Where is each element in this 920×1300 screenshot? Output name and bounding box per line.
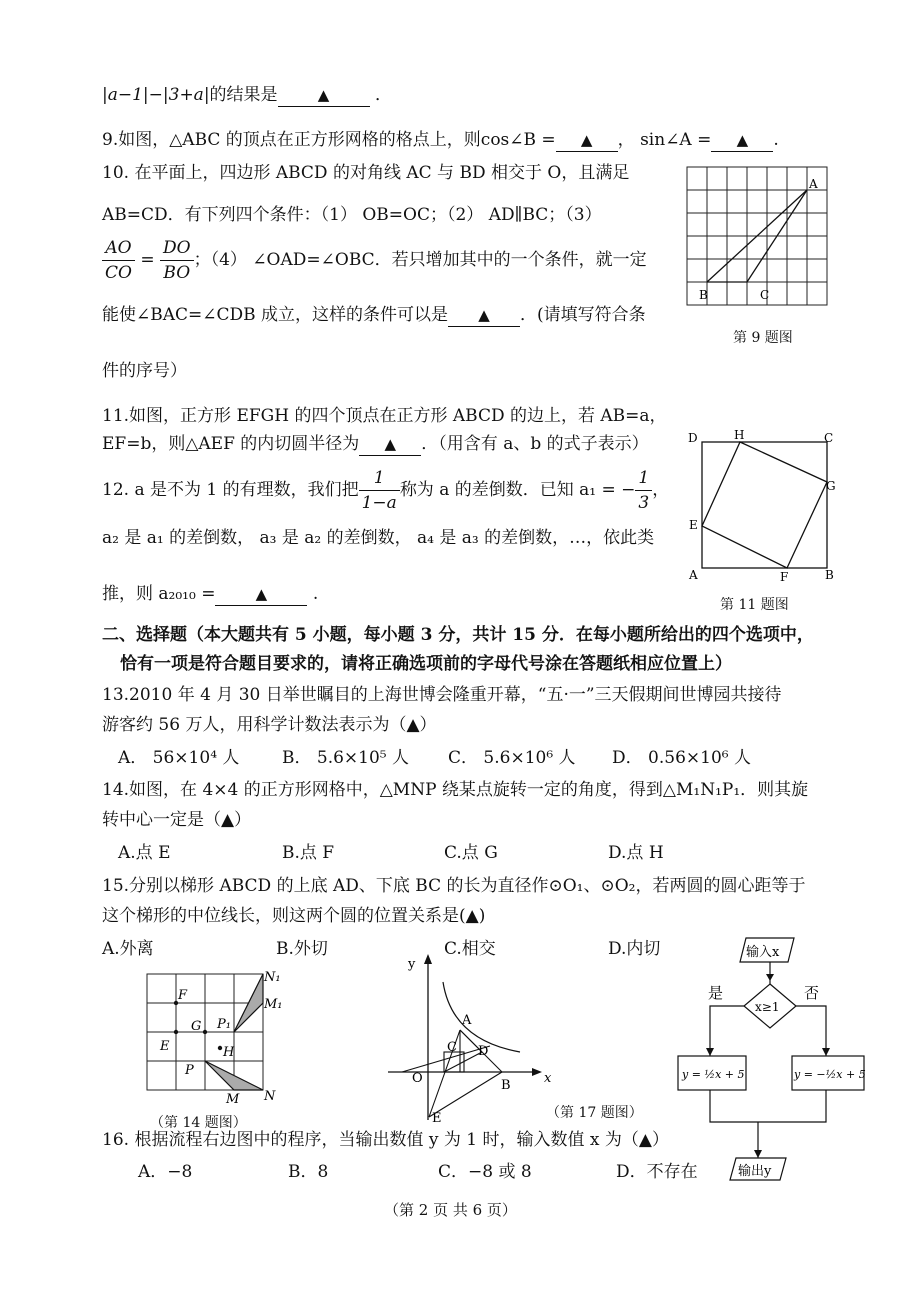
fig11-label: D [688,431,698,445]
fig9-label-b: B [699,288,708,302]
q14-option[interactable]: B.点 F [282,843,335,863]
q12-mid: 称为 a 的差倒数．已知 a₁ = − [399,480,636,500]
q10-line5: 件的序号） [102,361,187,381]
frac-numerator: DO [160,236,194,261]
frac-denominator: 1−a [361,493,397,513]
fig9-caption: 第 9 题图 [733,330,793,346]
q16-option[interactable]: A．−8 [138,1162,193,1182]
q16-option[interactable]: B．8 [288,1162,329,1182]
fig14-label: F [178,988,188,1003]
fig14-label: M [226,1092,240,1106]
q16-line1: 16. 根据流程右边图中的程序，当输出数值 y 为 1 时，输入数值 x 为（▲） [102,1130,669,1150]
q8-blank[interactable] [278,84,370,107]
q9-blank-sin[interactable] [711,129,773,152]
fig14-label: P [185,1063,194,1078]
flow-right-text: y = −½x + 5 [794,1068,866,1081]
fig17-caption: （第 17 题图） [546,1105,643,1121]
q11-line2-text: EF=b，则△AEF 的内切圆半径为 [102,434,360,454]
q8-text: 的结果是 [209,85,278,105]
flowchart [676,932,872,1186]
fig17-label: y [408,957,416,972]
q12-end: ， [652,480,670,500]
q12-blank[interactable] [215,583,307,606]
fig11-label: C [824,431,834,445]
q9-sin: sin∠A = [640,130,712,150]
q15-option[interactable]: C.相交 [444,939,496,959]
fig11-label: H [734,428,745,442]
square-efgh [702,442,827,568]
fig14-label: P₁ [217,1017,231,1032]
fig17-label: B [501,1078,511,1093]
fig11-label: G [826,479,836,493]
q10-line4-text: 能使∠BAC=∠CDB 成立，这样的条件可以是 [102,305,449,325]
q12-line3: 推，则 a₂₀₁₀ = ▲ . [102,584,319,604]
q15-option[interactable]: A.外离 [102,939,154,959]
q10-frac-left [102,236,135,285]
q8-expression: |a−1|−|3+a| [102,85,210,105]
q10-blank[interactable] [448,304,520,327]
fig17-label: D [478,1044,489,1059]
q12-line3-text: 推，则 a₂₀₁₀ = [102,584,216,604]
q11-blank[interactable] [359,433,421,456]
fig11-label: E [689,518,698,532]
q13-line1: 13.2010 年 4 月 30 日举世瞩目的上海世博会隆重开幕，“五·一”三天假期间世博园共接待 [102,685,782,705]
q12-line2: a₂ 是 a₁ 的差倒数， a₃ 是 a₂ 的差倒数， a₄ 是 a₃ 的差倒数，…，依此类 [102,528,655,548]
point-g [203,1030,207,1034]
q11-line2 [102,433,649,456]
q14-line1: 14.如图，在 4×4 的正方形网格中，△MNP 绕某点旋转一定的角度，得到△M₁N₁P₁．则其旋 [102,780,809,800]
q12-line1 [102,466,669,515]
q10-frac-right [160,236,194,285]
fig17-label: O [412,1071,423,1086]
fig11-label: F [780,570,789,584]
point-h [218,1046,222,1050]
fig17-label: C [447,1040,457,1055]
fig14-label: N [264,1089,276,1104]
fig11-label: B [825,568,834,582]
fig9-diagram [686,166,828,306]
flow-input-text: 输入x [746,945,780,960]
q16-option[interactable]: D．不存在 [616,1162,698,1182]
q15-option[interactable]: D.内切 [608,939,661,959]
page-footer: （第 2 页 共 6 页） [384,1201,517,1219]
flow-output-text: 输出y [738,1164,772,1179]
fig14-label: M₁ [264,997,283,1012]
x-axis-arrow [532,1068,542,1076]
q14-option[interactable]: C.点 G [444,843,498,863]
section2-line1: 二、选择题（本大题共有 5 小题，每小题 3 分，共计 15 分．在每小题所给出的四个选项中， [102,625,814,645]
fig11-caption: 第 11 题图 [720,597,789,613]
q15-option[interactable]: B.外切 [276,939,328,959]
q10-line3 [102,236,647,285]
q13-option[interactable]: A． 56×10⁴ 人 [118,748,240,768]
section2-line2: 恰有一项是符合题目要求的，请将正确选项前的字母代号涂在答题纸相应位置上） [120,654,732,674]
q11-line1: 11.如图，正方形 EFGH 的四个顶点在正方形 ABCD 的边上，若 AB=a， [102,406,667,426]
frac-numerator: AO [102,236,135,261]
fig11-label: A [689,568,698,582]
q8-tail: |a−1|−|3+a|的结果是 ▲ ． [102,85,392,105]
flow-cond-text: x≥1 [755,1000,780,1014]
fig17-label: x [544,1071,552,1086]
q9-blank-cos[interactable] [556,129,618,152]
q13-option[interactable]: C． 5.6×10⁶ 人 [448,748,576,768]
frac-denominator: CO [105,263,132,283]
q15-line2: 这个梯形的中位线长，则这两个圆的位置关系是(▲) [102,906,486,926]
q9-sep: ， [617,130,635,150]
q13-option[interactable]: B． 5.6×10⁵ 人 [282,748,410,768]
fig14-caption: （第 14 题图） [150,1115,247,1131]
q12-frac [359,466,400,515]
q10-line4 [102,304,646,327]
q16-option[interactable]: C．−8 或 8 [438,1162,532,1182]
q9-line: 9.如图，△ABC 的顶点在正方形网格的格点上，则cos∠B = ▲ ， sin∠A = ▲ . [102,130,779,150]
q13-line2: 游客约 56 万人，用科学计数法表示为（▲） [102,715,437,735]
fig14-label: N₁ [264,970,281,985]
square-abcd [702,442,827,568]
fig17-label: A [462,1013,472,1028]
flow-yes-label: 是 [708,984,724,1002]
q15-line1: 15.分别以梯形 ABCD 的上底 AD、下底 BC 的长为直径作⊙O₁、⊙O₂，若两圆的圆心距等于 [102,876,806,896]
fig14-label: E [160,1039,170,1054]
frac-denominator: 3 [638,493,650,513]
q10-line1: 10. 在平面上，四边形 ABCD 的对角线 AC 与 BD 相交于 O，且满足 [102,163,630,183]
triangle-mark: ▲ [478,306,490,324]
frac-numerator: 1 [635,466,652,491]
triangle-mark: ▲ [255,585,268,603]
triangle-mark: ▲ [384,435,397,453]
fig14-label: G [191,1019,202,1034]
q14-line2: 转中心一定是（▲） [102,810,252,830]
point-e [174,1030,178,1034]
triangle-mark: ▲ [736,131,749,149]
triangle-mark: ▲ [317,86,330,104]
fig11-diagram [684,426,840,586]
q10-line2: AB=CD．有下列四个条件：（1） OB=OC；（2） AD∥BC；（3） [102,205,602,225]
q14-option[interactable]: D.点 H [608,843,664,863]
q10-line3-tail: ；（4） ∠OAD=∠OBC．若只增加其中的一个条件，就一定 [193,250,647,270]
q10-line4-tail: ．(请填写符合条 [520,305,646,325]
flow-left-text: y = ½x + 5 [682,1068,745,1081]
fig14-label: H [223,1045,235,1060]
q14-option[interactable]: A.点 E [118,843,171,863]
q13-option[interactable]: D． 0.56×10⁶ 人 [612,748,751,768]
fig9-label-c: C [760,288,770,302]
fig17-diagram [380,952,560,1124]
triangle-mark: ▲ [580,131,593,149]
q9-lead: 9.如图，△ABC 的顶点在正方形网格的格点上，则 [102,130,481,150]
fig17-label: E [432,1111,442,1124]
frac-denominator: BO [163,263,191,283]
y-axis-arrow [424,954,432,964]
q11-line2-tail: ．（用含有 a、b 的式子表示） [421,434,649,454]
fig9-label-a: A [809,177,818,191]
frac-numerator: 1 [359,466,400,491]
q12-lead: 12. a 是不为 1 的有理数，我们把 [102,480,359,500]
q9-cos: cos∠B = [480,130,556,150]
q12-given-frac [635,466,652,515]
fig14-diagram [140,966,290,1106]
q10-eq: = [140,250,155,270]
flow-no-label: 否 [804,984,820,1002]
